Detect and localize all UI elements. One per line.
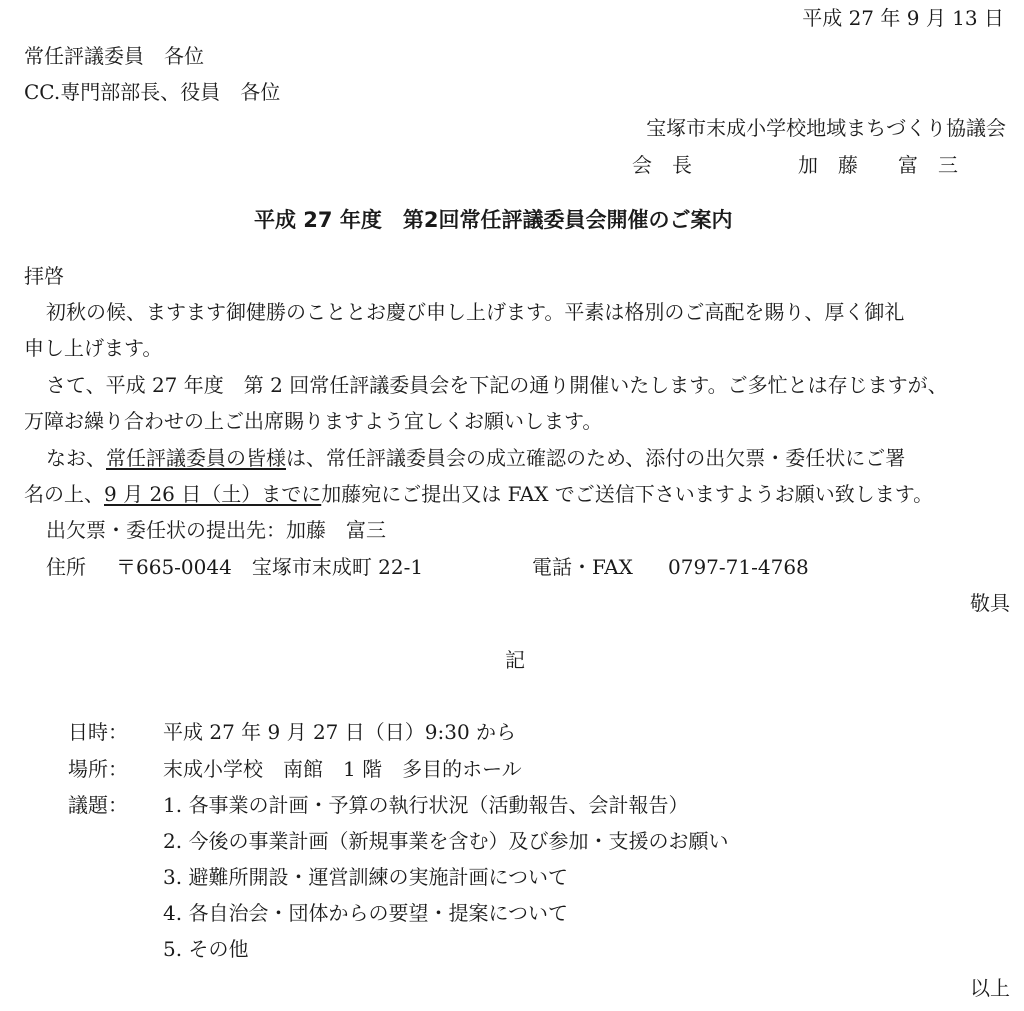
place-label: 場所： bbox=[68, 757, 128, 781]
underlined-members: 常任評議委員の皆様 bbox=[106, 446, 286, 470]
salutation: 拝啓 bbox=[24, 264, 64, 288]
body-paragraph-1-line-1: 初秋の候、ますます御健勝のこととお慶び申し上げます。平素は格別のご高配を賜り、厚く御礼 bbox=[46, 300, 905, 324]
datetime-label: 日時： bbox=[68, 720, 128, 744]
sender-name: 加 藤 富 三 bbox=[798, 153, 958, 177]
recipient-line-2: CC.専門部部長、役員 各位 bbox=[24, 80, 281, 104]
body-paragraph-1-line-2: 申し上げます。 bbox=[24, 336, 163, 360]
agenda-item: 2. 今後の事業計画（新規事業を含む）及び参加・支援のお願い bbox=[163, 829, 729, 853]
sender-role: 会 長 bbox=[632, 153, 692, 177]
paragraph-3-cont: 名の上、 bbox=[24, 482, 104, 506]
agenda-item: 1. 各事業の計画・予算の執行状況（活動報告、会計報告） bbox=[163, 793, 689, 817]
underlined-deadline: 9 月 26 日（土）までに bbox=[104, 482, 322, 506]
paragraph-3-end: 加藤宛にご提出又は FAX でご送信下さいますようお願い致します。 bbox=[321, 482, 934, 506]
document-title: 平成 27 年度 第2回常任評議委員会開催のご案内 bbox=[254, 208, 733, 232]
closing-keigu: 敬具 bbox=[970, 591, 1010, 615]
place-value: 末成小学校 南館 1 階 多目的ホール bbox=[163, 757, 522, 781]
submission-contact: 出欠票・委任状の提出先：加藤 富三 bbox=[46, 518, 386, 542]
paragraph-3-intro: なお、 bbox=[46, 446, 106, 470]
phone-label: 電話・FAX bbox=[532, 555, 633, 579]
body-paragraph-2-line-1: さて、平成 27 年度 第 2 回常任評議委員会を下記の通り開催いたします。ご多忙とは存じますが、 bbox=[46, 373, 948, 397]
address-label: 住所 bbox=[46, 555, 86, 579]
agenda-item: 4. 各自治会・団体からの要望・提案について bbox=[163, 901, 569, 925]
phone-number: 0797-71-4768 bbox=[668, 555, 809, 579]
letter-date: 平成 27 年 9 月 13 日 bbox=[802, 6, 1004, 30]
body-paragraph-3-line-2 bbox=[24, 484, 933, 504]
closing-ijou: 以上 bbox=[970, 976, 1010, 1000]
address: 〒665-0044 宝塚市末成町 22-1 bbox=[116, 555, 424, 579]
agenda-item: 5. その他 bbox=[163, 937, 249, 961]
sender-organization: 宝塚市末成小学校地域まちづくり協議会 bbox=[646, 116, 1006, 140]
agenda-item: 3. 避難所開設・運営訓練の実施計画について bbox=[163, 865, 569, 889]
recipient-line-1: 常任評議委員 各位 bbox=[24, 44, 204, 68]
agenda-label: 議題： bbox=[68, 793, 128, 817]
paragraph-3-text: は、常任評議委員会の成立確認のため、添付の出欠票・委任状にご署 bbox=[286, 446, 906, 470]
datetime-value: 平成 27 年 9 月 27 日（日）9:30 から bbox=[163, 720, 517, 744]
ki-heading: 記 bbox=[505, 648, 525, 672]
body-paragraph-3-line-1 bbox=[46, 448, 905, 468]
body-paragraph-2-line-2: 万障お繰り合わせの上ご出席賜りますよう宜しくお願いします。 bbox=[24, 409, 603, 433]
